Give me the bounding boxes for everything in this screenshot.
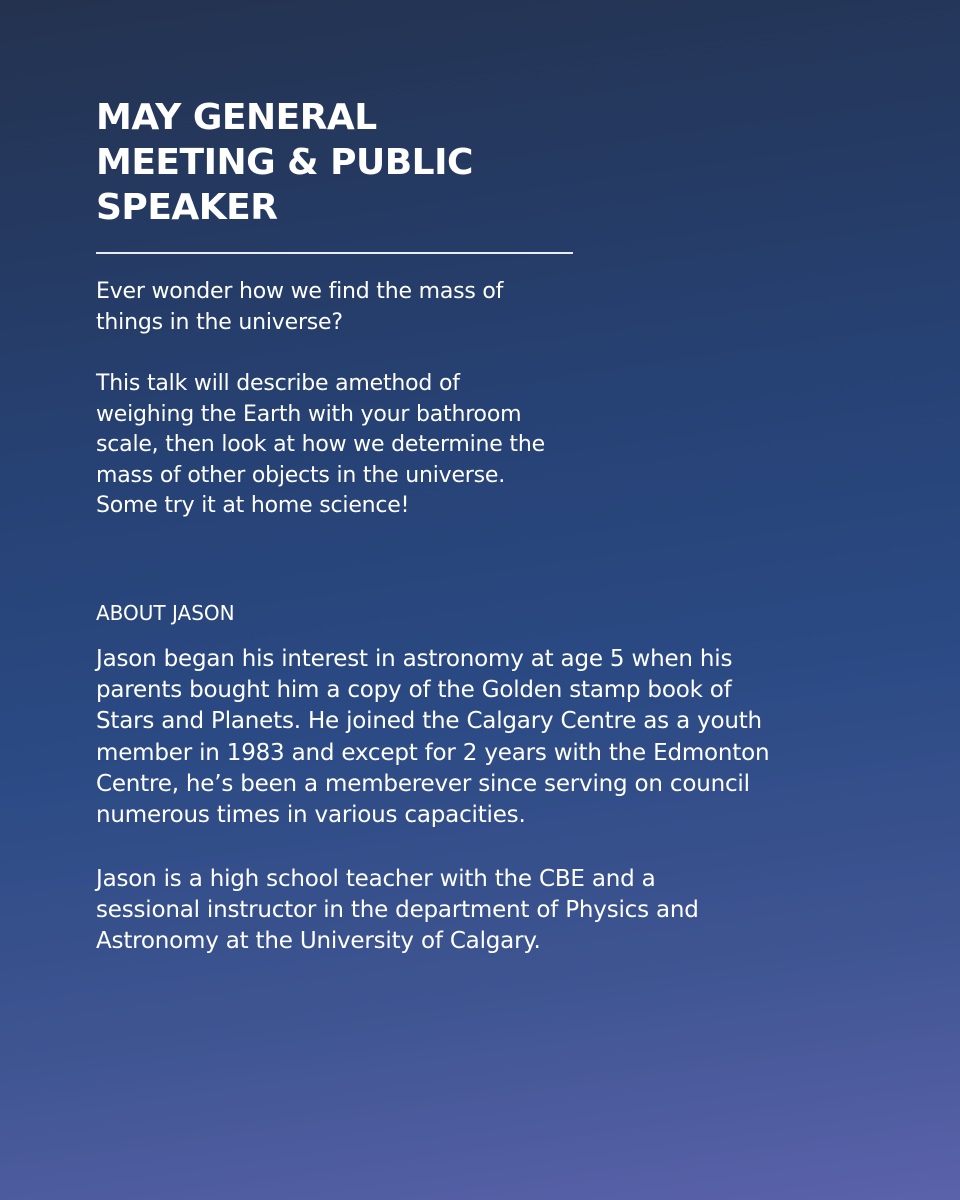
description-line: Some try it at home science!: [96, 493, 410, 518]
description-line: This talk will describe amethod of: [96, 371, 460, 396]
bio-line: Jason began his interest in astronomy at age 5 when his: [96, 646, 733, 672]
bio-line: Stars and Planets. He joined the Calgary Centre as a youth: [96, 708, 762, 735]
intro-line: things in the universe?: [96, 309, 343, 335]
title-line: SPEAKER: [96, 187, 278, 228]
bio-line: Astronomy at the University of Calgary.: [96, 928, 541, 955]
intro-line: Ever wonder how we find the mass of: [96, 279, 504, 304]
bio-line: sessional instructor in the department of Physics and: [96, 897, 699, 924]
bio-line: member in 1983 and except for 2 years with the Edmonton: [96, 739, 770, 766]
title-divider: [96, 252, 573, 254]
bio-line: numerous times in various capacities.: [96, 802, 526, 829]
title-line: MEETING & PUBLIC: [96, 142, 473, 183]
bio-line: Centre, he’s been a memberever since serving on council: [96, 770, 750, 797]
description-line: weighing the Earth with your bathroom: [96, 401, 522, 427]
title-line: MAY GENERAL: [96, 97, 377, 138]
description-line: mass of other objects in the universe.: [96, 462, 506, 488]
speaker-bio-paragraph-1: [96, 644, 769, 831]
poster-title: [96, 95, 616, 230]
description-line: scale, then look at how we determine the: [96, 432, 545, 457]
about-heading: ABOUT JASON: [96, 601, 235, 625]
speaker-bio-paragraph-2: [96, 864, 699, 958]
bio-line: Jason is a high school teacher with the CBE and a: [96, 866, 656, 892]
talk-description: [96, 369, 545, 522]
bio-line: parents bought him a copy of the Golden stamp book of: [96, 677, 732, 704]
intro-question: [96, 277, 503, 338]
